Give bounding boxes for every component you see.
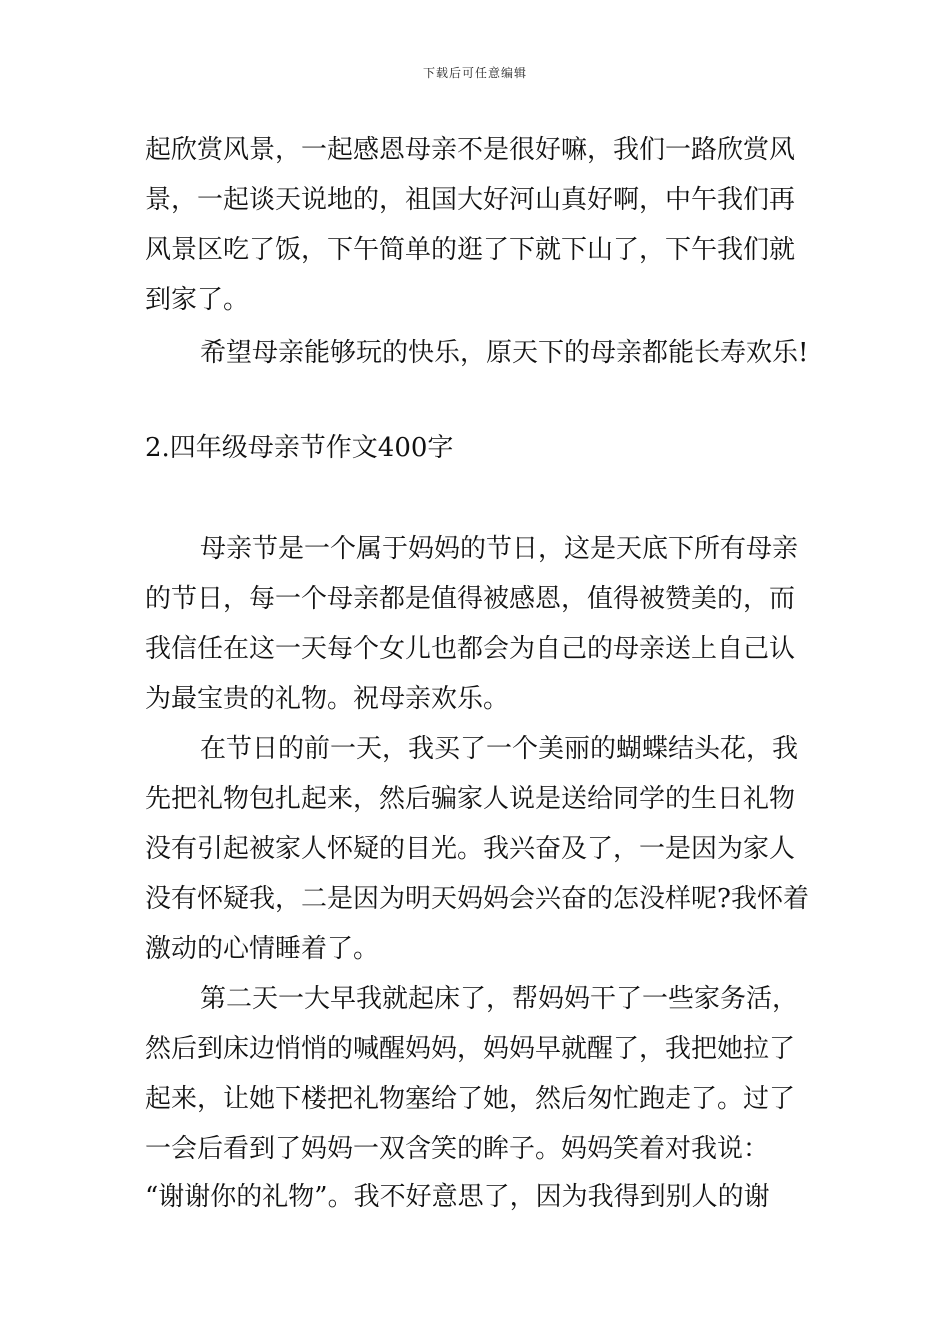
paragraph-line: 为最宝贵的礼物。祝母亲欢乐。 [145, 684, 510, 714]
paragraph-line: 然后到床边悄悄的喊醒妈妈，妈妈早就醒了，我把她拉了 [145, 1034, 796, 1064]
paragraph-line: 母亲节是一个属于妈妈的节日，这是天底下所有母亲 [200, 534, 799, 564]
paragraph-line: 在节日的前一天，我买了一个美丽的蝴蝶结头花，我 [200, 734, 799, 764]
paragraph-line: 起欣赏风景，一起感恩母亲不是很好嘛，我们一路欣赏风 [145, 135, 796, 165]
paragraph-line: 风景区吃了饭，下午简单的逛了下就下山了，下午我们就 [145, 235, 796, 265]
paragraph-line: 一会后看到了妈妈一双含笑的眸子。妈妈笑着对我说： [145, 1134, 770, 1164]
paragraph-line: 先把礼物包扎起来，然后骗家人说是送给同学的生日礼物 [145, 784, 796, 814]
paragraph-line: 希望母亲能够玩的快乐，原天下的母亲都能长寿欢乐! [200, 338, 809, 368]
section-heading: 2.四年级母亲节作文400字 [145, 433, 454, 463]
paragraph-line: 第二天一大早我就起床了，帮妈妈干了一些家务活， [200, 984, 799, 1014]
page-header: 下载后可任意编辑 [422, 66, 527, 80]
paragraph-line: 没有怀疑我，二是因为明天妈妈会兴奋的怎没样呢?我怀着 [145, 884, 809, 914]
paragraph-line: 的节日，每一个母亲都是值得被感恩，值得被赞美的，而 [145, 584, 796, 614]
paragraph-line: 我信任在这一天每个女儿也都会为自己的母亲送上自己认 [145, 634, 796, 664]
paragraph-line: “谢谢你的礼物”。我不好意思了，因为我得到别人的谢 [145, 1182, 770, 1212]
paragraph-line: 起来，让她下楼把礼物塞给了她，然后匆忙跑走了。过了 [145, 1084, 796, 1114]
paragraph-line: 到家了。 [145, 285, 250, 315]
paragraph-line: 没有引起被家人怀疑的目光。我兴奋及了，一是因为家人 [145, 834, 796, 864]
paragraph-line: 激动的心情睡着了。 [145, 934, 380, 964]
paragraph-line: 景，一起谈天说地的，祖国大好河山真好啊，中午我们再 [145, 185, 796, 215]
